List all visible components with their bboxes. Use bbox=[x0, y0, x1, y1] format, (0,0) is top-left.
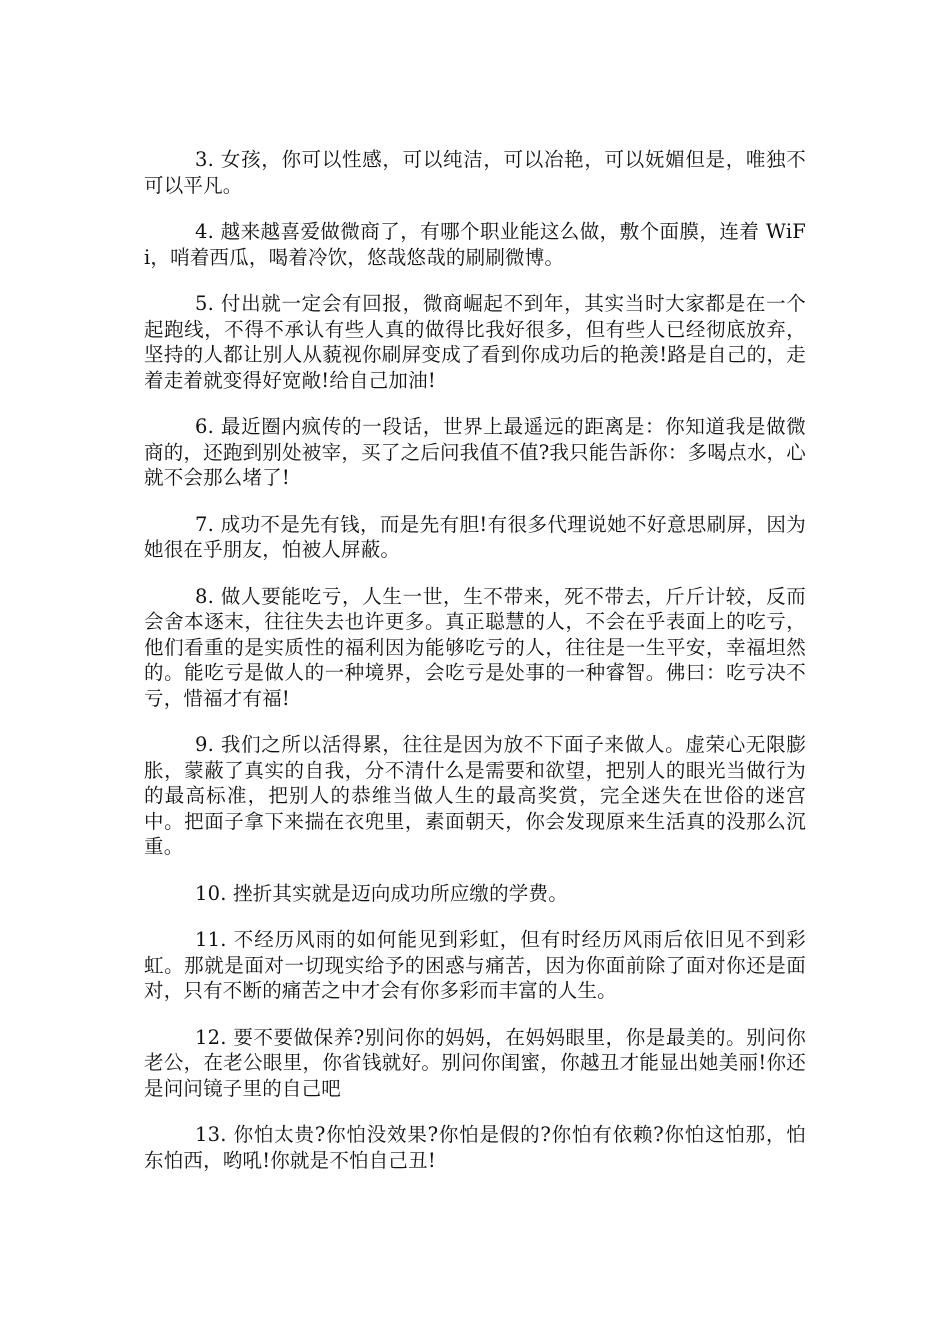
paragraph-9: 9. 我们之所以活得累，往往是因为放不下面子来做人。虚荣心无限膨胀，蒙蔽了真实的自我，分不清什么是需要和欲望，把别人的眼光当做行为的最高标准，把别人的恭维当做人生的最高奖赏，完全迷失在世俗的迷宫中。把面子拿下来揣在衣兜里，素面朝天，你会发现原来生活真的没那么沉重。 bbox=[144, 733, 806, 858]
paragraph-4: 4. 越来越喜爱做微商了，有哪个职业能这么做，敷个面膜，连着 WiFi，哨着西瓜，喝着冷饮，悠哉悠哉的刷刷微博。 bbox=[144, 220, 806, 269]
paragraph-8: 8. 做人要能吃亏，人生一世，生不带来，死不带去，斤斤计较，反而会舍本逐末，往往失去也许更多。真正聪慧的人，不会在乎表面上的吃亏，他们看重的是实质性的福利因为能够吃亏的人，往往是一生平安，幸福坦然的。能吃亏是做人的一种境界，会吃亏是处事的一种睿智。佛曰：吃亏决不亏，惜福才有福! bbox=[144, 584, 806, 710]
paragraph-13: 13. 你怕太贵?你怕没效果?你怕是假的?你怕有依赖?你怕这怕那，怕东怕西，哟吼!你就是不怕自己丑! bbox=[144, 1123, 806, 1172]
paragraph-3: 3. 女孩，你可以性感，可以纯洁，可以冶艳，可以妩媚但是，唯独不可以平凡。 bbox=[144, 148, 806, 197]
paragraph-7: 7. 成功不是先有钱，而是先有胆!有很多代理说她不好意思刷屏，因为她很在乎朋友，怕被人屏蔽。 bbox=[144, 512, 806, 561]
paragraph-12: 12. 要不要做保养?别问你的妈妈，在妈妈眼里，你是最美的。别问你老公，在老公眼里，你省钱就好。别问你闺蜜，你越丑才能显出她美丽!你还是问问镜子里的自己吧 bbox=[144, 1025, 806, 1100]
paragraph-5: 5. 付出就一定会有回报，微商崛起不到年，其实当时大家都是在一个起跑线，不得不承认有些人真的做得比我好很多，但有些人已经彻底放弃，坚持的人都让别人从藐视你刷屏变成了看到你成功后的艳羡!路是自己的，走着走着就变得好宽敞!给自己加油! bbox=[144, 292, 806, 392]
paragraph-11: 11. 不经历风雨的如何能见到彩虹，但有时经历风雨后依旧见不到彩虹。那就是面对一切现实给予的困惑与痛苦，因为你面前除了面对你还是面对，只有不断的痛苦之中才会有你多彩而丰富的人生。 bbox=[144, 928, 806, 1002]
paragraph-10: 10. 挫折其实就是迈向成功所应缴的学费。 bbox=[195, 881, 568, 905]
document-body bbox=[144, 147, 806, 1194]
paragraph-6: 6. 最近圈内疯传的一段话，世界上最遥远的距离是：你知道我是做微商的，还跑到别处被宰，买了之后问我值不值?我只能告訴你：多喝点水，心就不会那么堵了! bbox=[144, 415, 806, 489]
